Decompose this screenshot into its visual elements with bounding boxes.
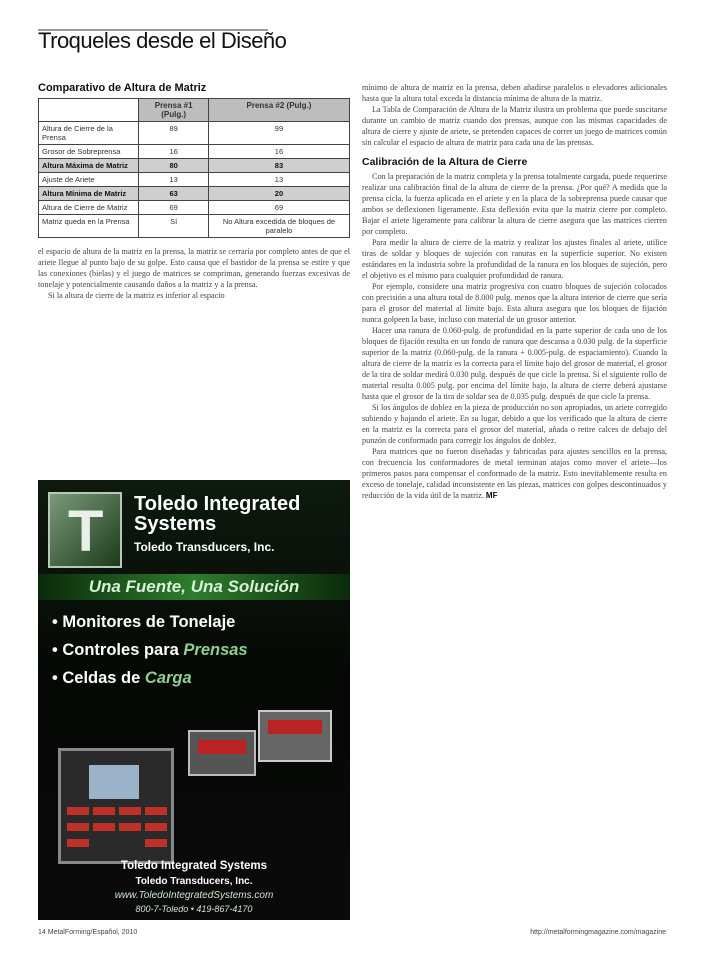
right-paragraph-7: Si los ángulos de doblez en la pieza de producción no son apropiados, un ariete corregido subiendo y bajando el ariete. En su lugar, debido a que los verificado que la altura de cierre en la matriz es la correcta para el grosor del material, añada o retire calces de debajo del punzón de conformado para corregir los ángulos de doblez. bbox=[362, 403, 667, 445]
row-label: Altura de Cierre de Matriz bbox=[39, 201, 139, 215]
right-paragraph-4: Para medir la altura de cierre de la matriz y realizar los ajustes finales al ariete, utilice tiras de soldar y bloques de sujeción con ranuras en la superficie superior. No existen estándares en la industria sobre la profundidad de la ranura en los bloques de sujeción, pero el objetivo es el mismo para cualquier profundidad de ranura. bbox=[362, 238, 667, 280]
right-column bbox=[362, 82, 667, 501]
press1-value: 13 bbox=[139, 173, 209, 187]
press2-value: 20 bbox=[208, 187, 349, 201]
row-label: Matriz queda en la Prensa bbox=[39, 215, 139, 238]
logo-letter: T bbox=[68, 499, 104, 564]
advertisement[interactable] bbox=[38, 480, 350, 920]
ad-company-name: Toledo Integrated Systems bbox=[134, 493, 301, 535]
press2-value: 16 bbox=[208, 145, 349, 159]
ad-bullet-2-accent: Prensas bbox=[183, 641, 248, 659]
press2-value: 83 bbox=[208, 159, 349, 173]
press1-value: 89 bbox=[139, 122, 209, 145]
table-row bbox=[39, 215, 350, 238]
ad-slogan: Una Fuente, Una Solución bbox=[38, 574, 350, 600]
table-header-blank bbox=[39, 99, 139, 122]
section-heading: Calibración de la Altura de Cierre bbox=[362, 156, 528, 168]
table-row bbox=[39, 122, 350, 145]
row-label: Ajuste de Ariete bbox=[39, 173, 139, 187]
table-title: Comparativo de Altura de Matriz bbox=[38, 82, 207, 94]
right-paragraph-8 bbox=[362, 446, 667, 501]
end-mark: MF bbox=[485, 491, 498, 500]
press1-value: 63 bbox=[139, 187, 209, 201]
ad-bullet-3 bbox=[52, 664, 248, 692]
press2-value: 99 bbox=[208, 122, 349, 145]
ad-subcompany-name: Toledo Transducers, Inc. bbox=[134, 540, 275, 554]
table-header-press2: Prensa #2 (Pulg.) bbox=[208, 99, 349, 122]
left-column bbox=[38, 82, 350, 301]
ad-bullet-2 bbox=[52, 636, 248, 664]
table-row bbox=[39, 145, 350, 159]
right-paragraph-6: Hacer una ranura de 0.060-pulg. de profundidad en la parte superior de cada uno de los bloques de fijación resulta en un fondo de ranura que descansa a 0.030 pulg. de la superficie superior de la matriz (0.060-pulg. de la ranura + 0.005-pulg. de espaciamiento). Cuando la altura de cierre de la matriz es la correcta para el límite bajo del grosor de material, el grosor de la tira de soldar medirá 0.030 pulg. después de que cicle la prensa. Si el siguiente rollo de material resulta 0.005 pulg. por encima del límite bajo, la altura de cierre deberá ajustarse hasta que el grosor de la tira de soldar sea de 0.035 pulg. después de que cicle la prensa. bbox=[362, 326, 667, 401]
ad-phone: 800-7-Toledo • 419-867-4170 bbox=[135, 904, 253, 914]
product-image-monitor-small bbox=[188, 730, 256, 776]
ad-bullet-3-accent: Carga bbox=[144, 669, 192, 687]
table-row bbox=[39, 187, 350, 201]
ad-bullet-list bbox=[52, 608, 248, 692]
footer-url[interactable]: http://metalformingmagazine.com/magazine bbox=[530, 929, 666, 936]
product-image-control-panel bbox=[58, 748, 174, 864]
ad-bullet-3-main: • Celdas de bbox=[52, 669, 145, 687]
row-label: Altura Mínima de Matriz bbox=[39, 187, 139, 201]
table-row bbox=[39, 159, 350, 173]
row-label: Altura Máxima de Matriz bbox=[39, 159, 139, 173]
company-logo bbox=[48, 492, 122, 568]
left-paragraph-2: Si la altura de cierre de la matriz es inferior al espacio bbox=[48, 291, 225, 300]
row-label: Grosor de Sobreprensa bbox=[39, 145, 139, 159]
press1-value: Sí bbox=[139, 215, 209, 238]
ad-bullet-1: • Monitores de Tonelaje bbox=[52, 613, 236, 631]
ad-footer-company: Toledo Integrated Systems bbox=[120, 860, 268, 872]
right-paragraph-3: Con la preparación de la matriz completa y la prensa totalmente cargada, puede requerirse realizar una calibración final de la altura de cierre de la prensa. ¿Por qué? A medida que la prensa cicla, la fuerza aplicada en el ariete y en la placa de la sobreprensa puede causar que ambos se deflexionen ligeramente. Esta deflexión evita que la matriz cierre por completo. Bajar el ariete ligeramente para calibrar la altura de cierre asegura que las matrices cierren por completo. bbox=[362, 172, 667, 236]
right-paragraph-5: Por ejemplo, considere una matriz progresiva con cuatro bloques de sujeción colocados con precisión a una altura total de 8.000 pulg. menos que la altura interior de cierre que sería para el grosor del material al límite bajo. Esta altura asegura que los bloques de fijación nunca golpeen la base, incluso con material de un grosor anterior. bbox=[362, 282, 667, 324]
ad-bullet-2-main: • Controles para bbox=[52, 641, 184, 659]
table-header-press1: Prensa #1 (Pulg.) bbox=[139, 99, 209, 122]
footer-page-info: 14 MetalForming/Español, 2010 bbox=[38, 929, 138, 936]
press2-value: No Altura excedida de bloques de paralelo bbox=[208, 215, 349, 238]
press1-value: 16 bbox=[139, 145, 209, 159]
press2-value: 69 bbox=[208, 201, 349, 215]
die-height-table bbox=[38, 98, 350, 238]
press1-value: 69 bbox=[139, 201, 209, 215]
ad-website-link[interactable]: www.ToledoIntegratedSystems.com bbox=[114, 890, 274, 901]
right-paragraph-1: mínimo de altura de matriz en la prensa, deben añadirse paralelos o elevadores adicionales hasta que la altura total exceda la distancia mínima de altura de la matriz. bbox=[362, 83, 667, 103]
press2-value: 13 bbox=[208, 173, 349, 187]
right-paragraph-2: La Tabla de Comparación de Altura de la Matriz ilustra un problema que puede suscitarse durante un cambio de matriz cuando dos prensas, aunque con las mismas capacidades de altura de cierre y ajuste de ariete, se pretenden capaces de correr un juego de matrices común sin calcular el espacio de altura de matriz para cada una de las prensas. bbox=[362, 105, 667, 147]
press1-value: 80 bbox=[139, 159, 209, 173]
page-header-title: Troqueles desde el Diseño bbox=[38, 28, 287, 53]
table-row bbox=[39, 201, 350, 215]
left-paragraph-1: el espacio de altura de la matriz en la prensa, la matriz se cerraría por completo antes de que el ariete llegue al punto bajo de su golpe. Esto causa que el bastidor de la prensa se estire y que las conexiones (bielas) y el juego de matrices se compriman, generando fuerzas excesivas de tonelaje y potencialmente causando daños a la matriz y a la prensa. bbox=[38, 247, 350, 289]
row-label: Altura de Cierre de la Prensa bbox=[39, 122, 139, 145]
ad-footer-subcompany: Toledo Transducers, Inc. bbox=[135, 876, 253, 887]
paragraph-8-text: Para matrices que no fueron diseñadas y fabricadas para ajustes sencillos en la prensa, con frecuencia los conformadores de metal terminan atajos como mover el ariete—los primeros pasos para compensar el conformado de la matriz. Esto inevitablemente resulta en exceso de tonelaje, calidad inconsistente en las piezas, matrices con golpes descontinuados y reducción de la vida útil de la matriz. bbox=[362, 447, 667, 500]
product-image-monitor-large bbox=[258, 710, 332, 762]
table-row bbox=[39, 173, 350, 187]
